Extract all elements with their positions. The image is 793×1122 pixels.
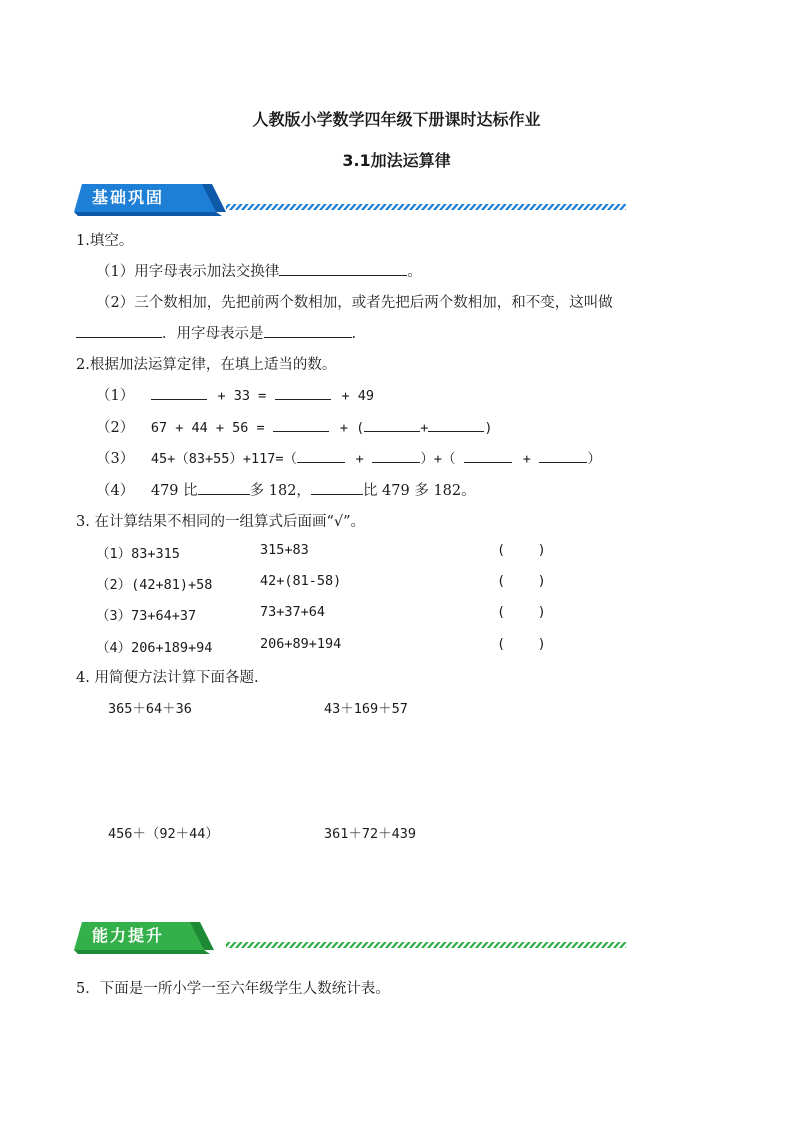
q2-row1-tail: + 49 [341, 388, 374, 404]
q2-row3-expr: 45+（83+55）+117=（ [150, 451, 298, 467]
q2-row1 [96, 384, 374, 405]
section-label-advanced: 能力提升 [92, 926, 165, 945]
q3-row3-left: （3）73+64+37 [96, 608, 197, 624]
q1-part2-line2 [76, 322, 356, 343]
q2-row4 [96, 479, 476, 500]
page-title: 人教版小学数学四年级下册课时达标作业 [252, 110, 541, 129]
q2-row2-label: （2） [96, 420, 135, 436]
q1-part2-end: . [351, 326, 357, 342]
q3-heading: 3. 在计算结果不相同的一组算式后面画“√”。 [76, 514, 366, 530]
q2-row1-blank1[interactable] [151, 387, 207, 400]
q2-row3-blank1[interactable] [297, 450, 345, 463]
q2-row3-blank2[interactable] [372, 450, 420, 463]
q1-heading: 1.填空。 [76, 233, 134, 249]
section-label-basic: 基础巩固 [92, 188, 165, 207]
q3-row2-right: 42+(81-58) [260, 573, 342, 589]
q4-expr3: 456＋（92＋44） [108, 826, 219, 842]
q4-expr1: 365＋64＋36 [108, 701, 192, 717]
q3-row4-left: （4）206+189+94 [96, 640, 213, 656]
q2-row1-blank2[interactable] [275, 387, 331, 400]
q2-row4-c: 比 479 多 182。 [362, 483, 476, 499]
q2-row2-plus: + [420, 420, 429, 436]
q2-row3-plus1: + [355, 451, 364, 467]
q3-row3-right: 73+37+64 [260, 604, 326, 620]
q3-row1-left: （1）83+315 [96, 546, 180, 562]
q2-row2 [96, 416, 493, 437]
q2-row2-blank2[interactable] [364, 419, 420, 432]
q4-heading: 4. 用简便方法计算下面各题. [76, 670, 259, 686]
q3-row1-right: 315+83 [260, 542, 309, 558]
q2-row3-blank3[interactable] [464, 450, 512, 463]
q2-heading: 2.根据加法运算定律，在填上适当的数。 [76, 357, 337, 373]
q3-row4-right: 206+89+194 [260, 636, 342, 652]
q2-row3 [96, 447, 601, 468]
q4-expr2: 43＋169＋57 [324, 701, 408, 717]
q3-row4-answer[interactable]: ( ) [497, 636, 546, 652]
q2-row4-blank1[interactable] [198, 482, 250, 495]
q1-part1-blank[interactable] [279, 263, 407, 276]
q1-part2-mid: ．用字母表示是 [162, 326, 264, 342]
q3-row3-answer[interactable]: ( ) [497, 604, 546, 620]
q2-row2-close: ) [484, 420, 493, 436]
section-banner-basic [74, 180, 634, 220]
q2-row3-blank4[interactable] [539, 450, 587, 463]
q3-row2-left: （2）(42+81)+58 [96, 577, 213, 593]
q1-part1-text: （1）用字母表示加法交换律 [96, 264, 280, 280]
q2-row4-label: （4） [96, 483, 135, 499]
q2-row4-a: 479 比 [150, 483, 198, 499]
q2-row3-plus2: + [522, 451, 531, 467]
q2-row4-b: 多 182， [249, 483, 311, 499]
q2-row1-expr: + 33 = [217, 388, 267, 404]
q2-row4-blank2[interactable] [311, 482, 363, 495]
q2-row3-label: （3） [96, 451, 135, 467]
q2-row2-blank1[interactable] [273, 419, 329, 432]
q3-row1-answer[interactable]: ( ) [497, 542, 546, 558]
q2-row1-label: （1） [96, 388, 135, 404]
q3-row2-answer[interactable]: ( ) [497, 573, 546, 589]
q1-part1 [96, 260, 422, 281]
q1-part2-line1: （2）三个数相加，先把前两个数相加，或者先把后两个数相加，和不变，这叫做 [96, 295, 613, 311]
q5-heading: 5．下面是一所小学一至六年级学生人数统计表。 [76, 981, 390, 997]
section-banner-advanced [74, 918, 634, 958]
page-subtitle: 3.1加法运算律 [342, 151, 451, 170]
q4-expr4: 361＋72＋439 [324, 826, 417, 842]
q2-row2-blank3[interactable] [428, 419, 484, 432]
q2-row2-expr: 67 + 44 + 56 = [150, 420, 265, 436]
q1-part1-end: 。 [407, 264, 422, 280]
q2-row3-mid: ）+（ [420, 451, 456, 467]
q1-part2-blank1[interactable] [76, 325, 162, 338]
q2-row2-open: + ( [339, 420, 365, 436]
q1-part2-blank2[interactable] [264, 325, 352, 338]
q2-row3-close: ） [587, 451, 601, 467]
